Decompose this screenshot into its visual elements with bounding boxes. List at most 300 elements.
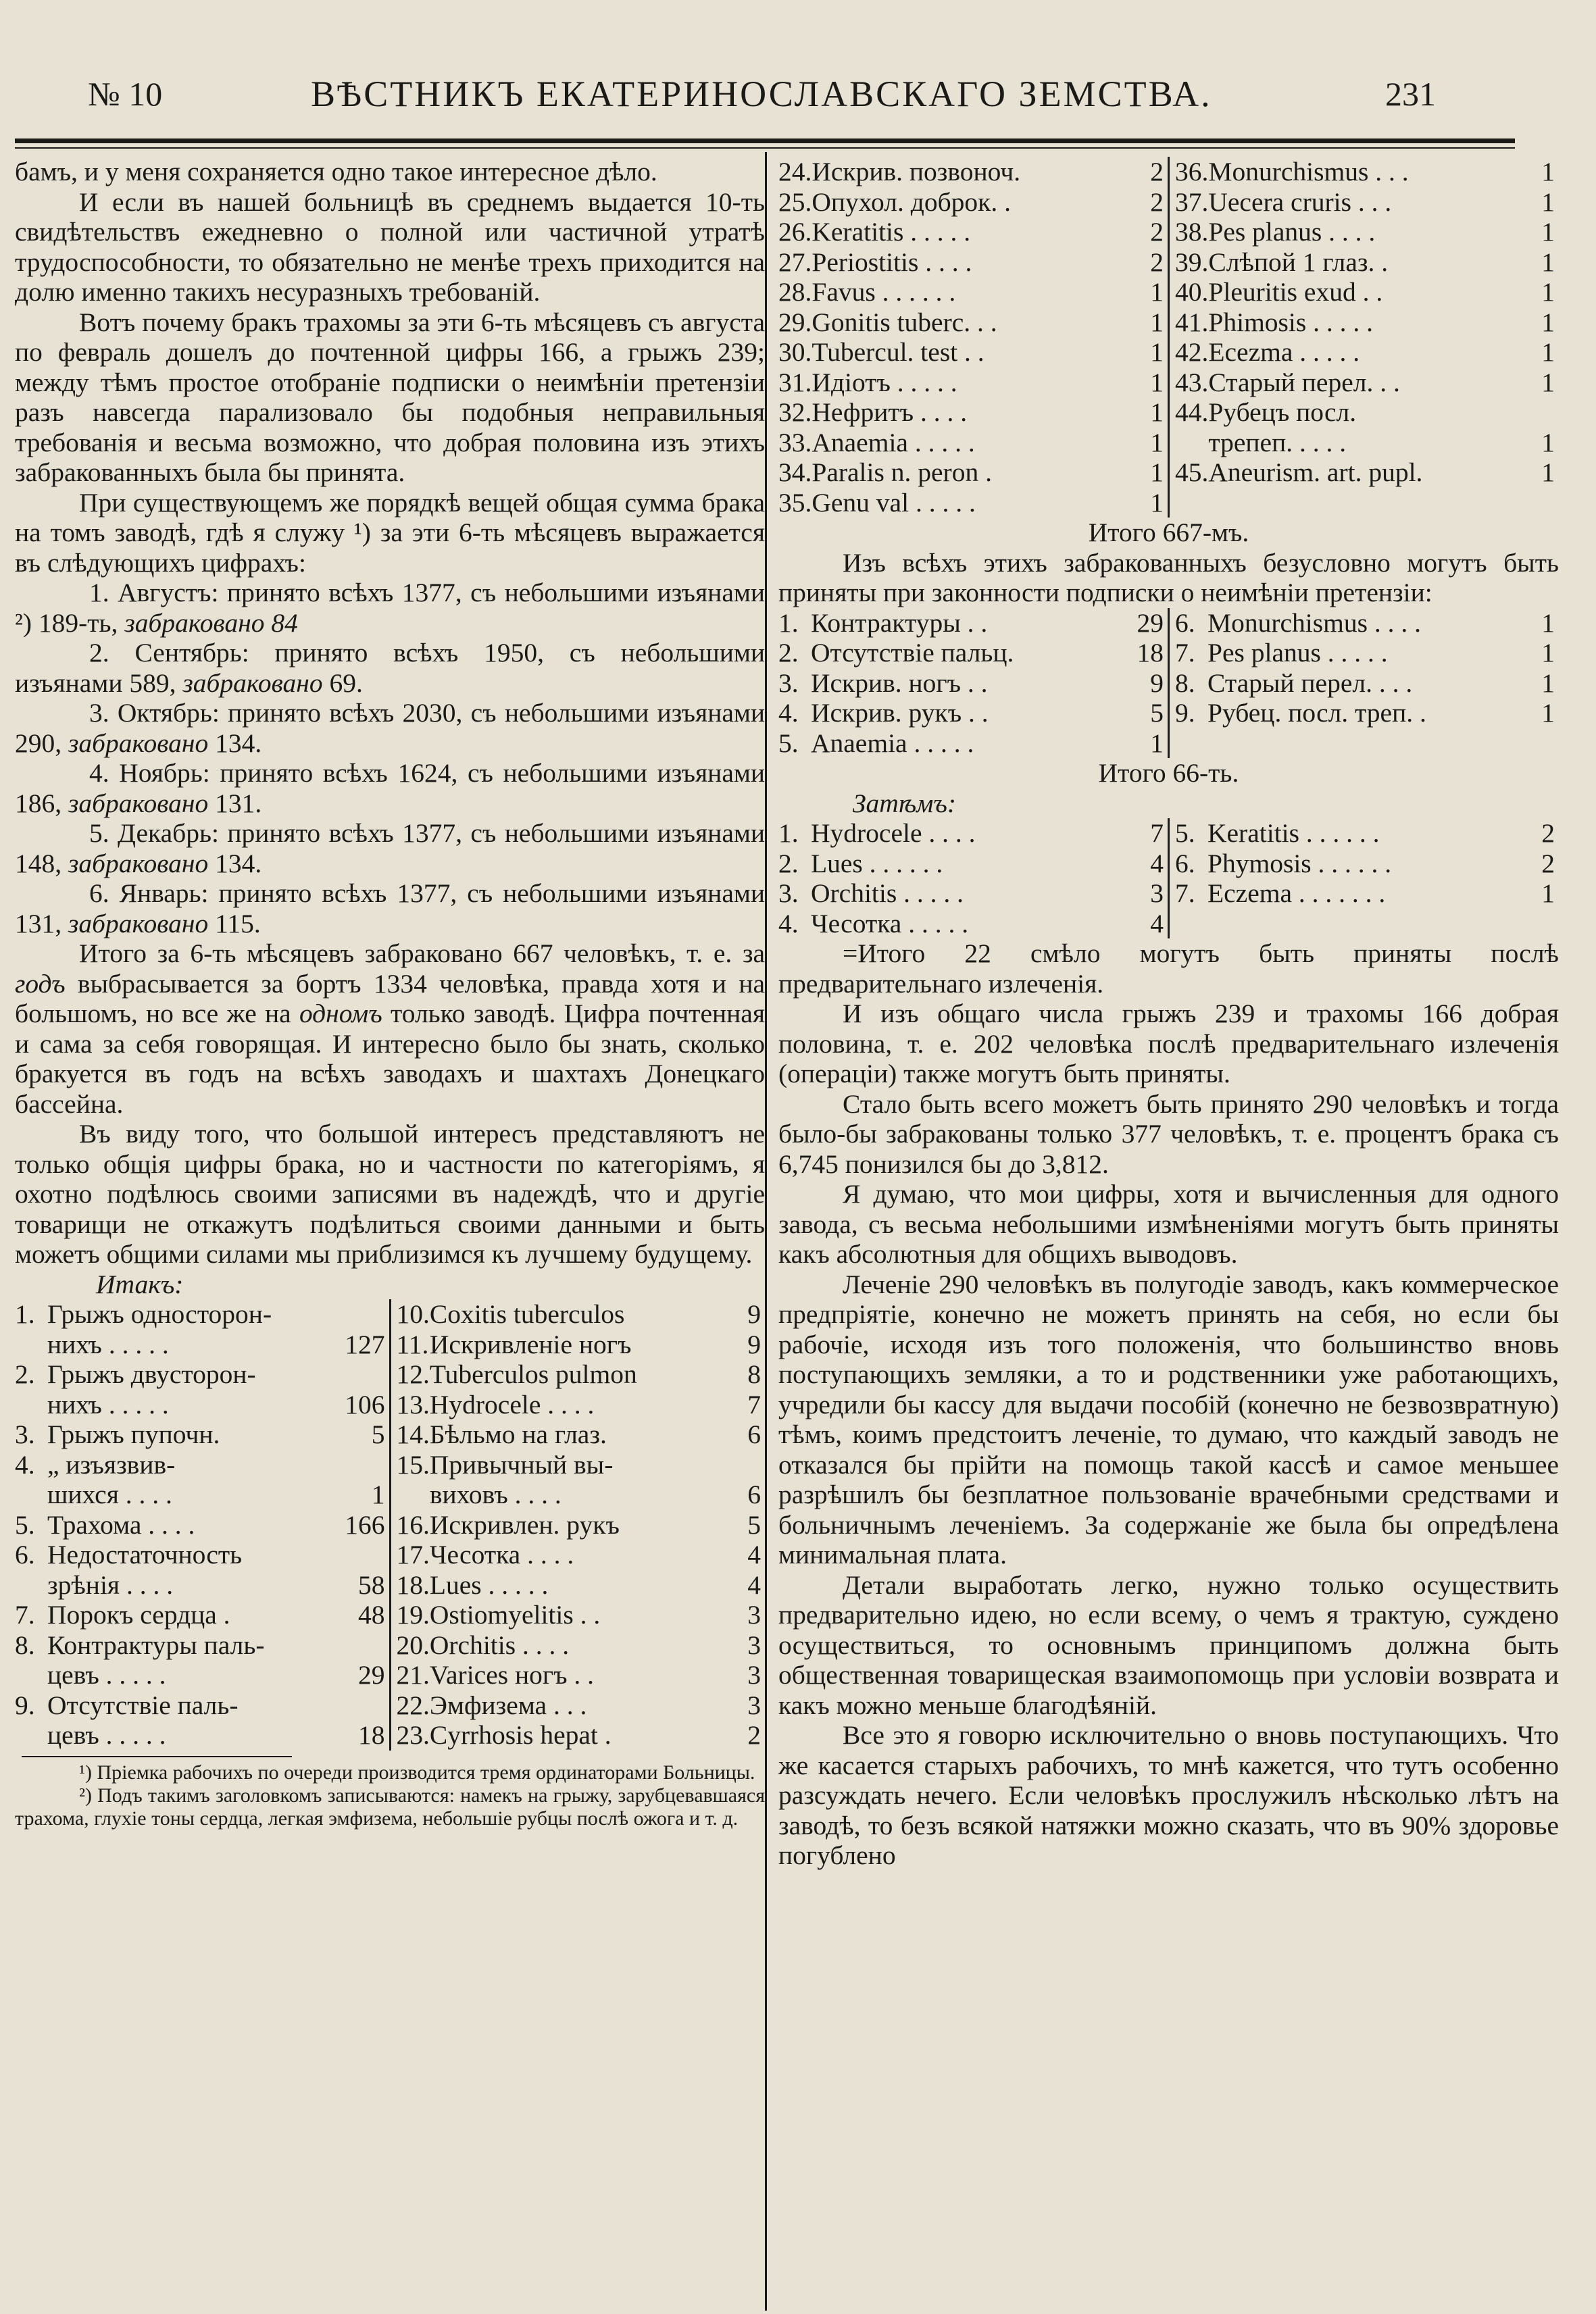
row-number: 41. — [1175, 307, 1209, 337]
journal-title: ВѢСТНИКЪ ЕКАТЕРИНОСЛАВСКАГО ЗЕМСТВА. — [311, 74, 1212, 114]
row-count: 1 — [1541, 337, 1555, 367]
table-row — [397, 1540, 766, 1570]
paragraph: Я думаю, что мои цифры, хотя и вычисленныя для одного завода, съ весьма небольшими измѣненіями могутъ быть приняты какъ абсолютныя для общихъ выводовъ. — [778, 1179, 1559, 1269]
paragraph: Все это я говорю исключительно о вновь поступающихъ. Что же касается старыхъ рабочихъ, то мнѣ кажется, что тутъ особенно разсуждать нечего. Если человѣкъ прослужилъ нѣсколько лѣтъ на заводѣ, то безъ всякой натяжки можно сказать, что въ 90% здоровье погублено — [778, 1720, 1559, 1870]
row-label: Monurchismus . . . . — [1207, 607, 1421, 638]
row-number — [15, 1330, 47, 1360]
table-row — [778, 698, 1168, 728]
table-row — [1175, 368, 1559, 398]
row-number: 14. — [396, 1419, 430, 1449]
row-number — [1175, 428, 1208, 458]
row-count: 5 — [371, 1419, 385, 1449]
table-row — [15, 1600, 389, 1630]
row-count: 2 — [747, 1720, 761, 1750]
row-count: 7 — [1150, 818, 1164, 848]
row-label: Phymosis . . . . . . — [1207, 848, 1392, 878]
acceptable-table-right — [1175, 608, 1559, 728]
row-count: 4 — [747, 1569, 761, 1600]
row-label: Cyrrhosis hepat . — [429, 1720, 612, 1750]
treatable-table-left — [778, 818, 1168, 938]
left-column — [15, 157, 765, 1830]
row-label: трепеп. . . . . — [1208, 427, 1347, 457]
row-number — [397, 1480, 430, 1510]
table-row — [778, 337, 1168, 368]
row-label: Искривлен. рукъ — [429, 1509, 620, 1540]
row-number: 6. — [1175, 848, 1195, 878]
row-label: Идіотъ . . . . . — [812, 367, 957, 397]
table-row — [1175, 397, 1559, 428]
footnote-rule — [22, 1756, 292, 1757]
header-rule-thick — [15, 139, 1515, 143]
row-label: Бѣльмо на глаз. — [429, 1419, 607, 1449]
row-label: Искривленіе ногъ — [429, 1329, 632, 1359]
row-label: Orchitis . . . . . — [811, 878, 964, 908]
row-number: 7. — [15, 1600, 35, 1630]
row-label: Hydrocele . . . . — [429, 1389, 595, 1419]
right-column — [778, 157, 1559, 1871]
table-row — [15, 1390, 389, 1420]
zatem-heading: Затѣмъ: — [853, 788, 957, 818]
total-line: Итого 66-ть. — [1098, 758, 1239, 788]
issue-number: № 10 — [88, 75, 163, 113]
table-row — [1175, 157, 1559, 187]
row-label: Genu val . . . . . — [812, 487, 976, 518]
row-count: 9 — [1150, 668, 1164, 698]
table-row — [397, 1359, 766, 1390]
row-number: 8. — [1175, 668, 1195, 698]
month-entry: 1. Августъ: принято всѣхъ 1377, съ небольшими изъянами ²) 189-ть, забраковано 84 — [15, 578, 765, 638]
row-number: 9. — [15, 1690, 35, 1720]
table-row — [1175, 849, 1559, 879]
row-count — [332, 1690, 389, 1721]
table-row — [778, 157, 1168, 187]
row-number: 33. — [778, 427, 812, 457]
row-count — [1532, 397, 1559, 428]
row-count: 1 — [1541, 878, 1555, 908]
table-row — [15, 1570, 389, 1601]
row-label: Aneurism. art. pupl. — [1208, 457, 1423, 487]
row-number: 12. — [396, 1359, 430, 1389]
row-number: 26. — [778, 217, 812, 247]
row-label: Слѣпой 1 глаз. . — [1208, 247, 1389, 277]
row-number: 16. — [396, 1509, 430, 1540]
table-row — [397, 1390, 766, 1420]
column-divider — [765, 152, 767, 2311]
paragraph: При существующемъ же порядкѣ вещей общая сумма брака на томъ заводѣ, гдѣ я служу ¹) за эти 6-ть мѣсяцевъ выражается въ слѣдующихъ цифрахъ: — [15, 487, 765, 578]
month-entry: 3. Октябрь: принято всѣхъ 2030, съ небольшими изъянами 290, забраковано 134. — [15, 698, 765, 758]
row-number — [15, 1390, 47, 1420]
page-number: 231 — [1385, 75, 1436, 113]
row-count: 5 — [747, 1509, 761, 1540]
row-count: 8 — [747, 1359, 761, 1389]
row-count: 58 — [358, 1569, 385, 1600]
row-count: 1 — [1150, 397, 1164, 427]
row-label: Monurchismus . . . — [1208, 157, 1409, 186]
row-label: Грыжъ двусторон- — [47, 1359, 256, 1389]
table-row — [397, 1570, 766, 1601]
month-entry: 6. Январь: принято всѣхъ 1377, съ небольшими изъянами 131, забраковано 115. — [15, 878, 765, 938]
row-count: 1 — [1150, 457, 1164, 487]
row-count: 1 — [1541, 277, 1555, 307]
table-row — [15, 1660, 389, 1690]
row-count: 1 — [1541, 427, 1555, 457]
row-label: Привычный вы- — [429, 1449, 614, 1480]
row-count: 29 — [358, 1660, 385, 1690]
row-count: 6 — [747, 1419, 761, 1449]
treatable-table-right — [1175, 818, 1559, 909]
table-row — [1175, 698, 1559, 728]
row-count: 6 — [747, 1480, 761, 1509]
row-label: Недостаточность — [47, 1540, 243, 1569]
row-number: 4. — [778, 908, 799, 938]
row-label: Чесотка . . . . — [429, 1540, 574, 1569]
row-count: 1 — [1150, 367, 1164, 397]
table-row — [15, 1419, 389, 1450]
row-label: Uecera cruris . . . — [1208, 186, 1392, 217]
row-number: 31. — [778, 367, 812, 397]
row-label: Anaemia . . . . . — [811, 728, 974, 758]
row-number: 18. — [396, 1569, 430, 1600]
paragraph: И если въ нашей больницѣ въ среднемъ выдается 10-ть свидѣтельствъ ежедневно о полной или частичной утратѣ трудоспособности, то обязательно не менѣе трехъ приходится на долю именно такихъ несуразныхъ требованій. — [15, 186, 765, 307]
row-number: 3. — [778, 878, 799, 908]
row-label: Искрив. рукъ . . — [811, 698, 989, 728]
row-label: „ изъязвив- — [47, 1449, 176, 1480]
diagnosis-table — [15, 1299, 765, 1751]
paragraph: Итого за 6-ть мѣсяцевъ забраковано 667 человѣкъ, т. е. за годъ выбрасывается за бортъ 1334 человѣка, правда хотя и на большомъ, но все же на одномъ только заводѣ. Цифра почтенная и сама за себя говорящая. И интересно было бы знать, сколько бракуется въ годъ на всѣхъ заводахъ и шахтахъ Донецкаго бассейна. — [15, 938, 765, 1119]
row-label: Varices ногъ . . — [429, 1660, 595, 1690]
row-number: 19. — [396, 1600, 430, 1630]
table-row — [397, 1600, 766, 1630]
table-row — [778, 187, 1168, 218]
row-count: 1 — [1541, 638, 1555, 668]
row-label: Hydrocele . . . . — [811, 818, 976, 848]
row-label: цевъ . . . . . — [47, 1720, 166, 1750]
row-count: 4 — [1150, 908, 1164, 938]
treatable-table — [778, 818, 1559, 938]
row-count: 1 — [371, 1480, 385, 1509]
row-number: 21. — [396, 1660, 430, 1690]
row-label: Ecezma . . . . . — [1208, 337, 1360, 367]
table-row — [1175, 187, 1559, 218]
table-row — [397, 1510, 766, 1540]
table-row — [778, 849, 1168, 879]
row-count: 1 — [1541, 698, 1555, 728]
table-row — [1175, 668, 1559, 699]
total-line: Итого 667-мъ. — [1088, 518, 1249, 547]
row-count: 2 — [1150, 247, 1164, 277]
row-label: шихся . . . . — [47, 1480, 172, 1509]
table-row — [1175, 307, 1559, 338]
table-row — [778, 638, 1168, 668]
row-count: 1 — [1150, 337, 1164, 367]
table-row — [778, 277, 1168, 307]
row-label: Ostiomyelitis . . — [429, 1600, 601, 1630]
row-label: Lues . . . . . . — [811, 848, 943, 878]
table-row — [1175, 428, 1559, 458]
row-count: 1 — [1541, 457, 1555, 487]
table-row — [778, 608, 1168, 638]
diagnosis-table-right — [397, 1299, 766, 1751]
row-label: Контрактуры . . — [811, 607, 988, 638]
row-number: 7. — [1175, 878, 1195, 908]
table-row — [397, 1450, 766, 1480]
row-count: 2 — [1541, 848, 1555, 878]
row-number: 10. — [396, 1299, 430, 1329]
table-row — [15, 1510, 389, 1540]
table-row — [397, 1660, 766, 1690]
row-number: 25. — [778, 186, 812, 217]
row-number — [15, 1720, 47, 1751]
month-entry: 5. Декабрь: принято всѣхъ 1377, съ небольшими изъянами 148, забраковано 134. — [15, 818, 765, 878]
row-label: Paralis n. peron . — [812, 457, 992, 487]
row-number: 5. — [1175, 818, 1195, 848]
row-label: Эмфизема . . . — [429, 1690, 587, 1720]
row-number — [15, 1660, 47, 1690]
row-number: 29. — [778, 307, 812, 337]
table-row — [15, 1720, 389, 1751]
row-count: 1 — [1541, 367, 1555, 397]
row-label: Грыжъ пупочн. — [47, 1419, 220, 1449]
row-number: 44. — [1175, 397, 1209, 427]
table-row — [15, 1690, 389, 1721]
table-row — [778, 668, 1168, 699]
table-row — [397, 1720, 766, 1751]
table-row — [397, 1690, 766, 1721]
row-label: Контрактуры паль- — [47, 1630, 265, 1660]
row-number: 2. — [778, 848, 799, 878]
row-count: 1 — [1150, 427, 1164, 457]
row-label: Eczema . . . . . . . — [1207, 878, 1386, 908]
table-row — [778, 728, 1168, 759]
row-number: 42. — [1175, 337, 1209, 367]
row-number: 43. — [1175, 367, 1209, 397]
row-count: 1 — [1541, 307, 1555, 337]
row-count: 2 — [1150, 186, 1164, 217]
table-row — [15, 1450, 389, 1480]
table-row — [778, 428, 1168, 458]
row-number: 5. — [778, 728, 799, 758]
row-label: Favus . . . . . . — [812, 277, 956, 307]
row-count: 3 — [747, 1690, 761, 1720]
table-row — [778, 368, 1168, 398]
row-count: 3 — [747, 1660, 761, 1690]
table-row — [778, 397, 1168, 428]
row-label: Keratitis . . . . . . — [1207, 818, 1380, 848]
row-number: 28. — [778, 277, 812, 307]
row-number: 15. — [396, 1449, 430, 1480]
row-number: 9. — [1175, 698, 1195, 728]
row-number: 38. — [1175, 217, 1209, 247]
row-label: Искрив. позвоноч. — [812, 157, 1021, 186]
footnote: ¹) Пріемка рабочихъ по очереди производится тремя ординаторами Больницы. — [79, 1761, 755, 1784]
diagnosis-table-continued — [778, 157, 1559, 518]
row-count: 4 — [1150, 848, 1164, 878]
row-number: 2. — [15, 1359, 35, 1389]
table-row — [397, 1330, 766, 1360]
row-label: Pes planus . . . . . — [1207, 638, 1388, 668]
row-count: 1 — [1541, 157, 1555, 186]
table-row — [1175, 878, 1559, 909]
diagnosis-table-continued-right — [1175, 157, 1559, 488]
row-label: Pes planus . . . . — [1208, 217, 1376, 247]
table-row — [778, 217, 1168, 247]
row-count: 106 — [345, 1389, 385, 1419]
month-entry: 4. Ноябрь: принято всѣхъ 1624, съ небольшими изъянами 186, забраковано 131. — [15, 758, 765, 818]
row-number: 1. — [15, 1299, 35, 1329]
row-number: 32. — [778, 397, 812, 427]
row-label: Рубец. посл. треп. . — [1207, 698, 1426, 728]
row-label: Coxitis tuberculos — [429, 1299, 625, 1329]
acceptable-table — [778, 608, 1559, 759]
month-entry: 2. Сентябрь: принято всѣхъ 1950, съ небольшими изъянами 589, забраковано 69. — [15, 638, 765, 698]
row-count: 9 — [747, 1329, 761, 1359]
table-row — [15, 1540, 389, 1570]
row-number: 17. — [396, 1540, 430, 1569]
row-count: 9 — [747, 1299, 761, 1329]
row-number: 3. — [778, 668, 799, 698]
row-number: 6. — [15, 1540, 35, 1569]
table-row — [778, 488, 1168, 518]
row-count: 4 — [747, 1540, 761, 1569]
row-number: 5. — [15, 1509, 35, 1540]
table-row — [778, 909, 1168, 939]
table-row — [778, 457, 1168, 488]
row-count: 1 — [1541, 607, 1555, 638]
row-number: 13. — [396, 1389, 430, 1419]
row-number: 4. — [15, 1449, 35, 1480]
table-row — [1175, 818, 1559, 849]
row-count: 1 — [1541, 186, 1555, 217]
row-count: 1 — [1150, 728, 1164, 758]
row-number: 34. — [778, 457, 812, 487]
paragraph: И изъ общаго числа грыжъ 239 и трахомы 166 добрая половина, т. е. 202 человѣка послѣ предварительнаго излеченія (операціи) также могутъ быть приняты. — [778, 999, 1559, 1088]
table-row — [397, 1480, 766, 1510]
row-label: Старый перел. . . . — [1207, 668, 1413, 698]
acceptable-table-left — [778, 608, 1168, 759]
row-count: 166 — [345, 1509, 385, 1540]
row-number: 24. — [778, 157, 812, 186]
paragraph: Детали выработать легко, нужно только осуществить предварительно идею, но если всему, о чемъ я трактую, суждено осуществиться, то основнымъ принципомъ должна быть общественная товарищеская взаимопомощь при условіи возврата и какъ можно меньше благодѣяній. — [778, 1569, 1559, 1720]
row-number: 36. — [1175, 157, 1209, 186]
row-number: 30. — [778, 337, 812, 367]
row-label: нихъ . . . . . — [47, 1389, 169, 1419]
row-number: 22. — [396, 1690, 430, 1720]
row-count — [332, 1630, 389, 1661]
row-label: Опухол. доброк. . — [812, 186, 1011, 217]
row-label: Порокъ сердца . — [47, 1600, 230, 1630]
row-label: нихъ . . . . . — [47, 1329, 169, 1359]
row-count: 3 — [747, 1600, 761, 1630]
diagnosis-table-continued-left — [778, 157, 1168, 518]
row-count: 3 — [747, 1630, 761, 1660]
row-count: 29 — [1137, 607, 1164, 638]
table-row — [778, 818, 1168, 849]
itak-heading: Итакъ: — [96, 1269, 184, 1299]
paragraph: Стало быть всего можетъ быть принято 290 человѣкъ и тогда было-бы забракованы только 377 человѣкъ, т. е. процентъ брака съ 6,745 понизился бы до 3,812. — [778, 1088, 1559, 1179]
row-number: 6. — [1175, 607, 1195, 638]
row-count: 1 — [1541, 668, 1555, 698]
row-label: Lues . . . . . — [429, 1569, 549, 1600]
row-count: 2 — [1150, 157, 1164, 186]
row-number: 2. — [778, 638, 799, 668]
table-row — [15, 1480, 389, 1510]
row-label: Грыжъ односторон- — [47, 1299, 272, 1329]
row-count — [332, 1299, 389, 1330]
row-number: 39. — [1175, 247, 1209, 277]
paragraph: Вотъ почему бракъ трахомы за эти 6-ть мѣсяцевъ съ августа по февраль дошелъ до почтенной цифры 166, а грыжъ 239; между тѣмъ простое отобраніе подписки о неимѣніи претензіи разъ навсегда парализовало бы подобныя неправильныя требованія и весьма возможно, что добрая половина изъ этихъ забракованныхъ была бы принята. — [15, 307, 765, 487]
row-number: 45. — [1175, 457, 1209, 487]
table-row — [1175, 608, 1559, 638]
row-count: 3 — [1150, 878, 1164, 908]
row-number — [15, 1480, 47, 1510]
row-label: Трахома . . . . — [47, 1509, 195, 1540]
row-label: Anaemia . . . . . — [812, 427, 975, 457]
row-count: 18 — [358, 1720, 385, 1750]
row-number: 35. — [778, 487, 812, 518]
table-row — [1175, 457, 1559, 488]
paragraph: бамъ, и у меня сохраняется одно такое интересное дѣло. — [15, 157, 657, 186]
row-number: 4. — [778, 698, 799, 728]
row-label: Отсутствіе паль- — [47, 1690, 239, 1720]
row-label: Искрив. ногъ . . — [811, 668, 988, 698]
row-count: 1 — [1541, 217, 1555, 247]
table-row — [1175, 638, 1559, 668]
row-count: 1 — [1150, 487, 1164, 518]
footnote: ²) Подъ такимъ заголовкомъ записываются: намекъ на грыжу, зарубцевавшаяся трахома, глухіе тоны сердца, легкая эмфизема, небольшіе рубцы послѣ ожога и т. д. — [15, 1784, 765, 1830]
row-number: 37. — [1175, 186, 1209, 217]
row-label: виховъ . . . . — [429, 1480, 562, 1509]
row-number: 1. — [778, 607, 799, 638]
row-number: 27. — [778, 247, 812, 277]
table-row — [778, 307, 1168, 338]
header-rule-thin — [15, 147, 1515, 149]
row-count: 18 — [1137, 638, 1164, 668]
paragraph: Леченіе 290 человѣкъ въ полугодіе заводъ, какъ коммерческое предпріятіе, конечно не можетъ принять на себя, но если бы рабочіе, исходя изъ того положенія, что большинство вновь поступающихъ земляки, а то и родственники уже работающихъ, учредили бы кассу для выдачи пособій (конечно не безвозвратную) тѣмъ, коимъ предстоитъ леченіе, то думаю, что каждый заводъ не отказался бы прійти на помощь такой кассѣ и самое меньшее разрѣшилъ бы безплатное пользованіе врачебными средствами и больничнымъ леченіемъ. За содержаніе же была бы опредѣлена минимальная плата. — [778, 1269, 1559, 1569]
row-count: 1 — [1541, 247, 1555, 277]
table-row — [1175, 337, 1559, 368]
row-label: Gonitis tuberc. . . — [812, 307, 997, 337]
row-label: Нефритъ . . . . — [812, 397, 968, 427]
row-label: Tuberculos pulmon — [429, 1359, 637, 1389]
row-number: 40. — [1175, 277, 1209, 307]
row-label: Отсутствіе пальц. — [811, 638, 1014, 668]
table-row — [1175, 247, 1559, 278]
table-row — [15, 1299, 389, 1330]
row-count: 1 — [1150, 277, 1164, 307]
row-label: Periostitis . . . . — [812, 247, 972, 277]
table-row — [397, 1299, 766, 1330]
row-label: цевъ . . . . . — [47, 1660, 166, 1690]
table-row — [15, 1359, 389, 1390]
row-label: Чесотка . . . . . — [811, 908, 969, 938]
paragraph: =Итого 22 смѣло могутъ быть приняты послѣ предварительнаго излеченія. — [778, 938, 1559, 999]
row-number: 23. — [396, 1720, 430, 1750]
row-number: 11. — [396, 1329, 429, 1359]
row-label: Tubercul. test . . — [812, 337, 984, 367]
row-number: 7. — [1175, 638, 1195, 668]
row-number: 3. — [15, 1419, 35, 1449]
row-label: Keratitis . . . . . — [812, 217, 971, 247]
table-row — [778, 247, 1168, 278]
row-label: Phimosis . . . . . — [1208, 307, 1374, 337]
table-row — [778, 878, 1168, 909]
diagnosis-table-left — [15, 1299, 389, 1751]
table-row — [15, 1330, 389, 1360]
row-count: 2 — [1541, 818, 1555, 848]
table-row — [397, 1419, 766, 1450]
row-count — [739, 1450, 765, 1480]
row-label: Старый перел. . . — [1208, 367, 1400, 397]
